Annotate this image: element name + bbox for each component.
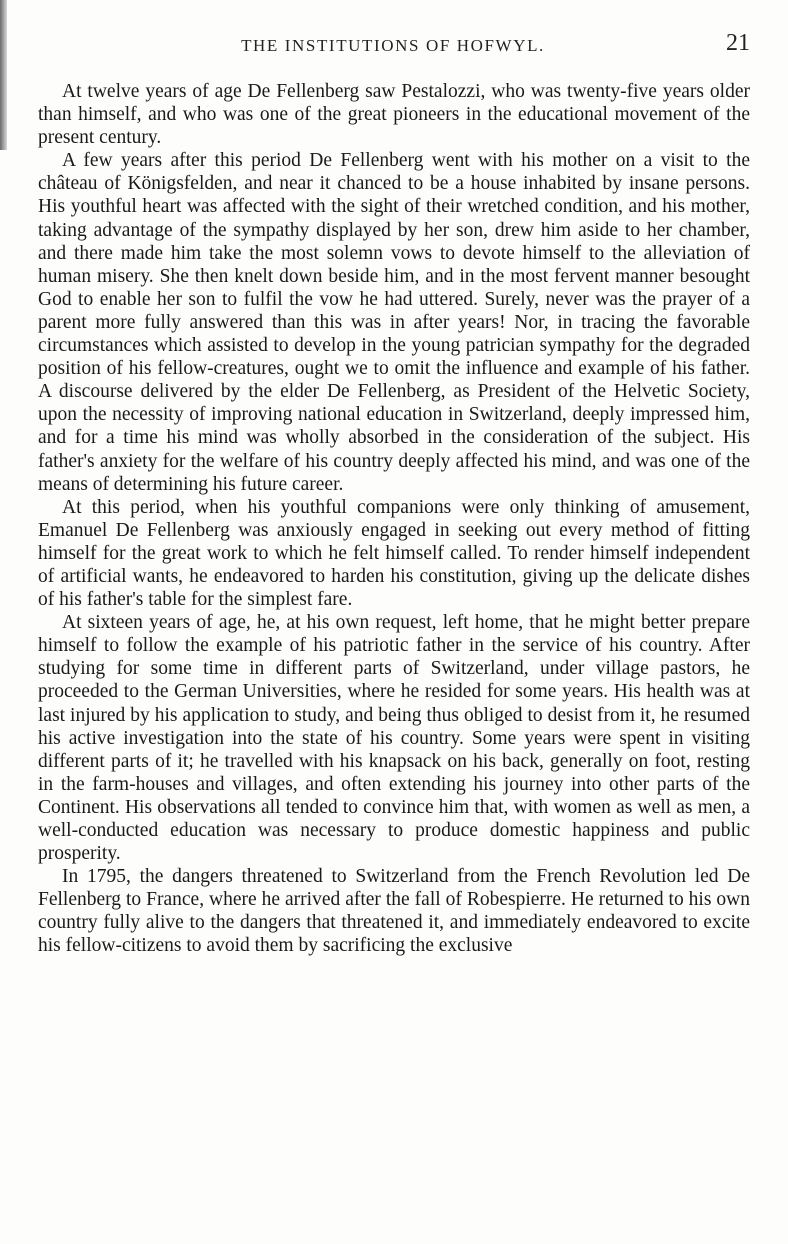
paragraph: A few years after this period De Fellenberg went with his mother on a visit to the château of Königsfelden, and near it chanced to be a house inhabited by insane persons. His youthful heart was affected with the sight of their wretched condition, and his mother, taking advantage of the sympathy displayed by her son, drew him aside to her chamber, and there made him take the most solemn vows to devote himself to the alleviation of human misery. She then knelt down beside him, and in the most fervent manner besought God to enable her son to fulfil the vow he had uttered. Surely, never was the prayer of a parent more fully answered than this was in after years! Nor, in tracing the favorable circumstances which assisted to develop in the young patrician sympathy for the degraded position of his fellow-creatures, ought we to omit the influence and example of his father. A discourse delivered by the elder De Fellenberg, as President of the Helvetic Society, upon the necessity of improving national education in Switzerland, deeply impressed him, and for a time his mind was wholly absorbed in the consideration of the subject. His father's anxiety for the welfare of his country deeply affected his mind, and was one of the means of determining his future career.	[38, 150, 750, 495]
page-binding-edge	[0, 0, 7, 150]
paragraph: At this period, when his youthful companions were only thinking of amusement, Emanuel De Fellenberg was anxiously engaged in seeking out every method of fitting himself for the great work to which he felt himself called. To render himself independent of artificial wants, he endeavored to harden his constitution, giving up the delicate dishes of his father's table for the simplest fare.	[38, 496, 750, 611]
paragraph: At twelve years of age De Fellenberg saw Pestalozzi, who was twenty-five years older than himself, and who was one of the great pioneers in the educational movement of the present century.	[38, 81, 750, 149]
paragraph: In 1795, the dangers threatened to Switzerland from the French Revolution led De Fellenberg to France, where he arrived after the fall of Robespierre. He returned to his own country fully alive to the dangers that threatened it, and immediately endeavored to excite his fellow-citizens to avoid them by sacrificing the exclusive	[38, 866, 750, 957]
paragraph: At sixteen years of age, he, at his own request, left home, that he might better prepare himself to follow the example of his patriotic father in the service of his country. After studying for some time in different parts of Switzerland, under village pastors, he proceeded to the German Universities, where he resided for some years. His health was at last injured by his application to study, and being thus obliged to desist from it, he resumed his active investigation into the state of his country. Some years were spent in visiting different parts of it; he travelled with his knapsack on his back, generally on foot, resting in the farm-houses and villages, and often extending his journey into other parts of the Continent. His observations all tended to convince him that, with women as well as men, a well-conducted education was necessary to produce domestic happiness and public prosperity.	[38, 612, 750, 865]
running-head	[34, 30, 752, 60]
page-number: 21	[726, 30, 750, 56]
body-text	[38, 80, 750, 958]
running-title: THE INSTITUTIONS OF HOFWYL.	[241, 36, 545, 55]
